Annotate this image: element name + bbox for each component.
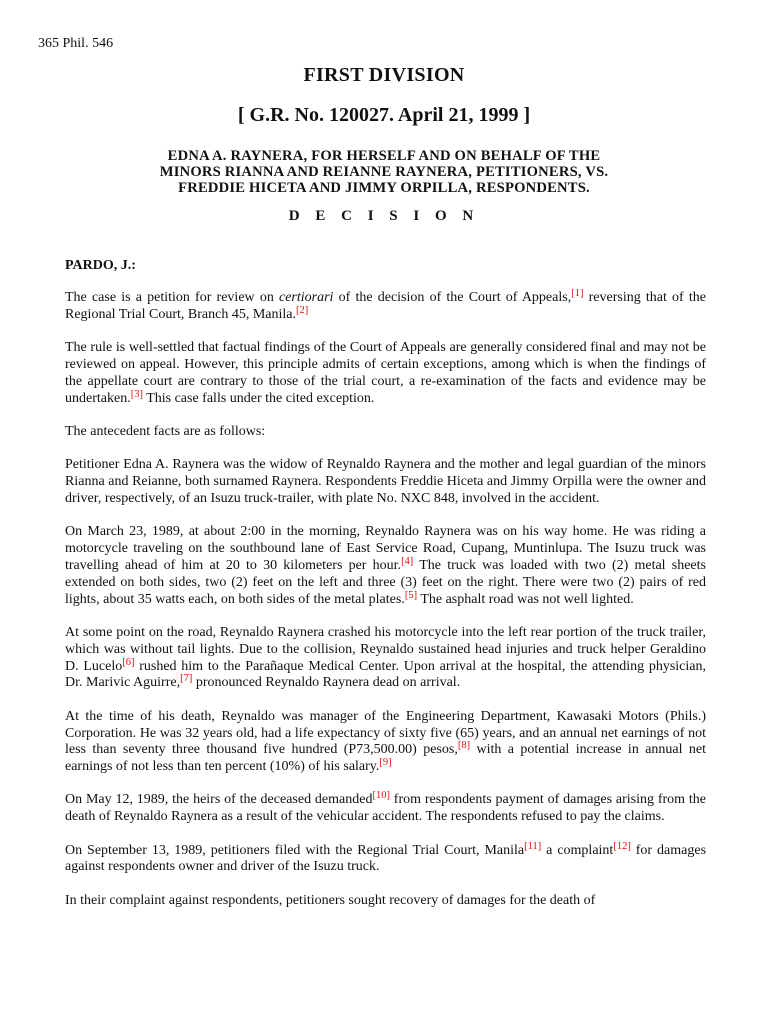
text-run: of the decision of the Court of Appeals,	[333, 290, 572, 305]
text-run: Petitioner Edna A. Raynera was the widow of Reynaldo Raynera and the mother and legal guardian of the minors Rianna and Reianne, both surnamed Raynera. Respondents Freddie Hiceta and Jimmy Orpilla were the owner and driver, respectively, of an Isuzu truck-trailer, with plate No. NXC 848, involved in the accident.	[65, 457, 706, 506]
footnote-link-6[interactable]: [6]	[122, 656, 135, 668]
text-run-italic: certiorari	[279, 290, 334, 305]
paragraph-9	[65, 840, 707, 877]
text-run: pronounced Reynaldo Raynera dead on arrival.	[192, 675, 461, 691]
text-run: reversing that of the Regional Trial Court, Branch 45, Manila.	[65, 290, 707, 322]
text-run: with a potential increase in annual net earnings of not less than ten percent (10%) of his salary.	[65, 742, 707, 775]
decision-heading: D E C I S I O N	[288, 208, 480, 224]
gr-number-heading: [ G.R. No. 120027. April 21, 1999 ]	[237, 104, 531, 126]
footnote-link-12[interactable]: [12]	[613, 840, 631, 852]
parties-line: FREDDIE HICETA AND JIMMY ORPILLA, RESPONDENTS.	[178, 180, 590, 196]
text-run: for damages against respondents owner and driver of the Isuzu truck.	[65, 842, 707, 875]
case-citation: 365 Phil. 546	[38, 36, 114, 51]
footnote-link-5[interactable]: [5]	[404, 589, 418, 601]
footnote-link-9[interactable]: [9]	[379, 757, 392, 769]
division-heading: FIRST DIVISION	[303, 64, 465, 86]
text-run: At some point on the road, Reynaldo Raynera crashed his motorcycle into the left rear portion of the truck trailer, which was without tail lights. Due to the collision, Reynaldo sustained head injuries and truck helper Geraldino D. Lucelo	[65, 624, 706, 674]
text-run: a complaint	[541, 842, 614, 858]
text-run: from respondents payment of damages arising from the death of Reynaldo Raynera as a result of the vehicular accident. The respondents refused to pay the claims.	[65, 792, 707, 825]
text-run: The rule is well-settled that factual findings of the Court of Appeals are generally considered final and may not be reviewed on appeal. However, this principle admits of certain exceptions, among which is when the findings of the appellate court are contrary to those of the trial court, a re-examination of the facts and evidence may be undertaken.	[65, 340, 706, 406]
ponente: PARDO, J.:	[65, 258, 136, 273]
footnote-link-7[interactable]: [7]	[180, 673, 193, 685]
paragraph-2	[65, 340, 706, 407]
text-run: rushed him to the Parañaque Medical Center. Upon arrival at the hospital, the attending physician, Dr. Marivic Aguirre,	[65, 658, 706, 691]
case-parties	[60, 148, 708, 196]
text-run: The asphalt road was not well lighted.	[417, 591, 634, 607]
paragraph-10	[65, 893, 706, 910]
parties-line: MINORS RIANNA AND REIANNE RAYNERA, PETITIONERS, VS.	[159, 164, 609, 180]
text-run: The truck was loaded with two (2) metal sheets extended on both sides, two (2) feet on the left and three (3) feet on the right. There were two (2) pairs of red lights, about 35 watts each, on both sides of the metal plates.	[65, 557, 706, 607]
footnote-link-11[interactable]: [11]	[524, 840, 542, 852]
footnote-link-1[interactable]: [1]	[571, 288, 584, 299]
paragraph-6	[65, 625, 706, 692]
paragraph-1	[65, 290, 706, 324]
footnote-link-4[interactable]: [4]	[401, 555, 414, 567]
parties-line: EDNA A. RAYNERA, FOR HERSELF AND ON BEHALF OF THE	[167, 148, 601, 164]
paragraph-3	[65, 424, 706, 441]
decision-body	[65, 290, 706, 926]
text-run: In their complaint against respondents, petitioners sought recovery of damages for the death of	[65, 892, 596, 908]
text-run: The case is a petition for review on	[65, 290, 279, 305]
text-run: On May 12, 1989, the heirs of the deceased demanded	[65, 792, 373, 808]
paragraph-7	[65, 709, 706, 776]
paragraph-8	[65, 792, 706, 826]
text-run: This case falls under the cited exception.	[142, 390, 375, 406]
footnote-link-8[interactable]: [8]	[457, 740, 471, 752]
text-run: On March 23, 1989, at about 2:00 in the morning, Reynaldo Raynera was on his way home. He was riding a motorcycle traveling on the southbound lane of East Service Road, Cupang, Muntinlupa. The Isuzu truck was travelling ahead of him at 20 to 30 kilometers per hour.	[65, 524, 706, 573]
text-run: On September 13, 1989, petitioners filed with the Regional Trial Court, Manila	[65, 842, 525, 858]
footnote-link-3[interactable]: [3]	[130, 388, 143, 400]
footnote-link-2[interactable]: [2]	[295, 304, 309, 316]
paragraph-5	[65, 524, 706, 608]
footnote-link-10[interactable]: [10]	[372, 790, 390, 802]
paragraph-4	[65, 457, 706, 507]
text-run: At the time of his death, Reynaldo was manager of the Engineering Department, Kawasaki Motors (Phils.) Corporation. He was 32 years old, had a life expectancy of sixty five (65) years, and an annual net earnings of not less than seventy three thousand five hundred (P73,500.00) pesos,	[65, 708, 706, 758]
text-run: The antecedent facts are as follows:	[65, 423, 266, 439]
